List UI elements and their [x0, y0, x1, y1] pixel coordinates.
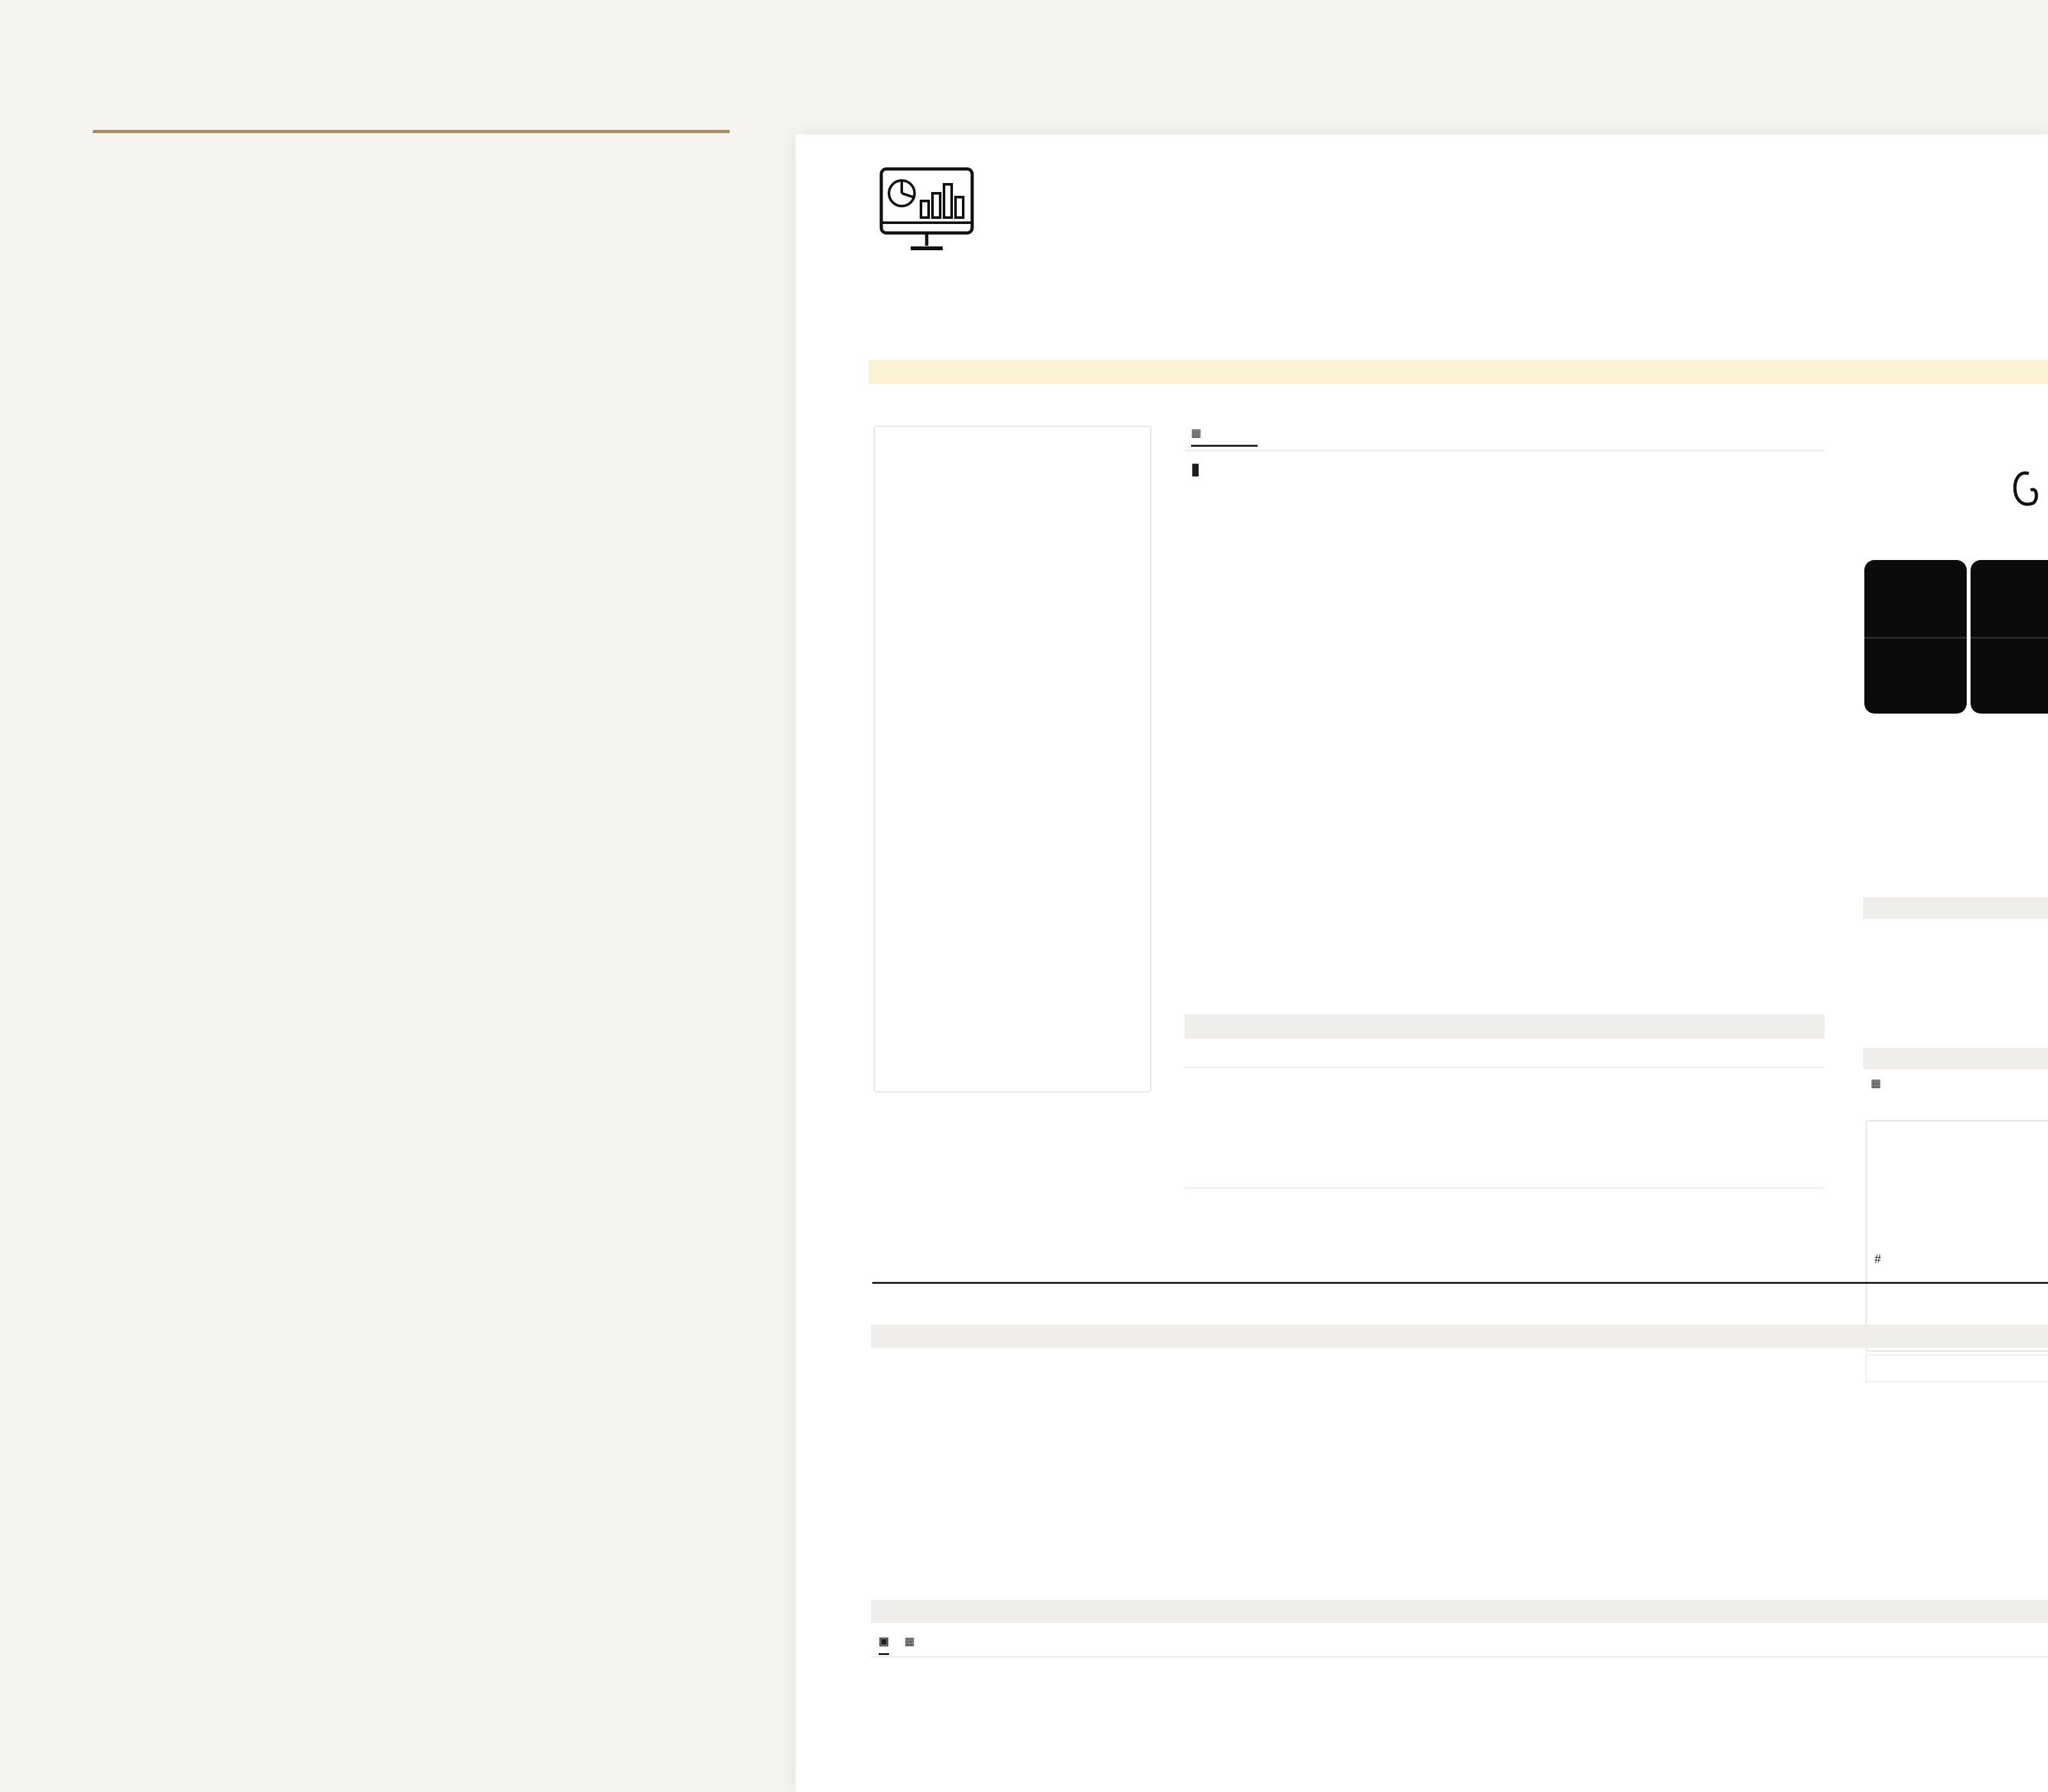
hash-icon: #: [1875, 1252, 1882, 1265]
gallery-icon: ▦: [1871, 1077, 1882, 1089]
calendar-header: [871, 1600, 2048, 1623]
weekly-todo-header: [871, 1325, 2048, 1348]
clock-minute-card: [1971, 560, 2048, 714]
welcome-callout-toggle[interactable]: [868, 360, 2048, 384]
gallery-view-tab[interactable]: [1191, 427, 1258, 447]
section-divider: [872, 1282, 2048, 1284]
clock-hour-card: [1864, 560, 1967, 714]
gallery-icon: ▦: [1191, 427, 1202, 439]
dashboard-monitor-icon: [879, 166, 975, 256]
summary-card[interactable]: [1866, 1120, 2048, 1352]
notion-dashboard-window: [796, 134, 2048, 1792]
tasks-header: [1185, 1014, 1825, 1039]
calendar-tab[interactable]: ▣: [879, 1635, 889, 1655]
platforms-title: [1191, 460, 1205, 479]
divider: [871, 1656, 2048, 1658]
flip-clock: [1864, 560, 2048, 714]
phone-icon: ▮: [1191, 460, 1200, 478]
divider: [1185, 450, 1825, 451]
divider: [1185, 1067, 1825, 1068]
navigation-panel: [874, 426, 1151, 1092]
gallery-tab[interactable]: ▦: [904, 1635, 915, 1647]
divider: [1185, 1187, 1825, 1188]
summary-new-button[interactable]: [1866, 1354, 2048, 1382]
calendar-view-tabs: [879, 1635, 915, 1655]
summary-content-label: [1875, 1252, 1886, 1266]
summary-header: [1863, 1048, 2048, 1069]
heading-rule: [93, 130, 730, 133]
creator-logo: [1866, 448, 2048, 538]
feature-list-panel: [93, 118, 765, 178]
quick-add-header: [1863, 897, 2048, 919]
summary-gallery-tab[interactable]: [1871, 1077, 1886, 1090]
